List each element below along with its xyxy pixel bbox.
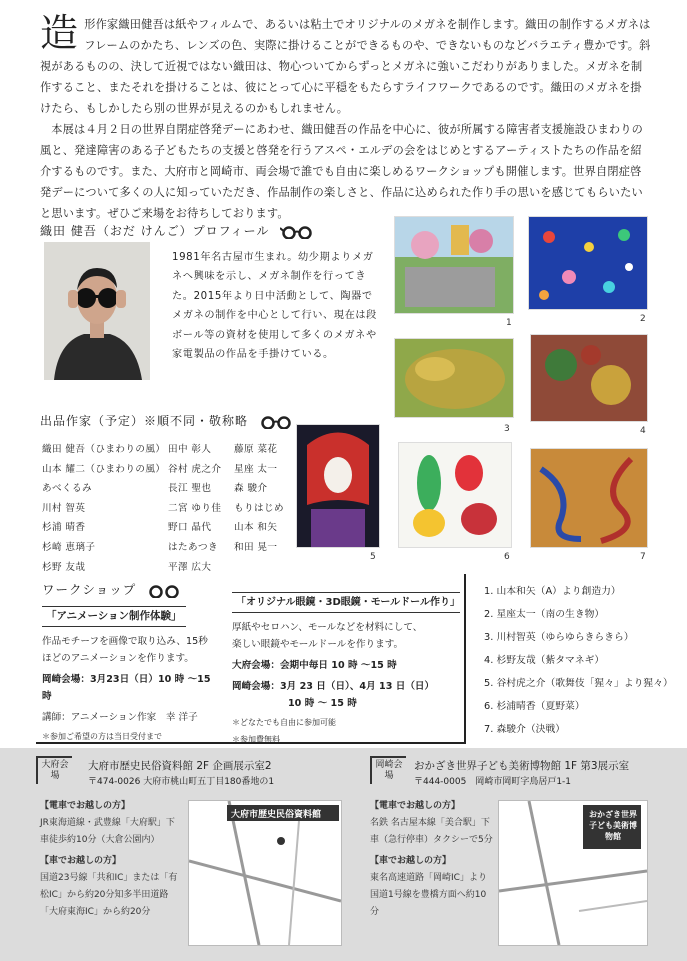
workshop-heading [42,580,181,598]
venue-obu-access [40,798,180,921]
venue-okazaki-car: 東名高速道路「岡崎IC」より国道1号線を豊橋方面へ約10分 [370,873,487,917]
venue-okazaki-address: 〒444-0005 岡崎市岡町字鳥居戸1-1 [414,777,572,787]
profile-heading-text: 織田 健吾（おだ けんご）プロフィール [40,224,270,238]
artwork-4 [530,334,648,422]
venue-obu-name: 大府市歴史民俗資料館 2F 企画展示室2 [88,760,272,772]
artist-name: あべくるみ [42,483,92,495]
workshop-a-lecturer: 講師：アニメーション作家 幸 洋子 [42,712,198,723]
artwork-2 [528,216,648,310]
venue-obu-tag: 大府会場 [36,756,72,784]
artist-list-col1 [42,440,165,577]
map-okazaki-label: おかざき世界子ども美術博物館 [589,810,637,841]
artist-name: 野口 晶代 [168,522,212,534]
workshop-b-desc2: 楽しい眼鏡やモールドールを作ります。 [232,639,404,650]
venue-okazaki-tag: 岡崎会場 [370,756,406,784]
artwork-number: 6 [504,552,510,562]
artwork-7 [530,448,648,548]
artwork-number: 1 [506,318,512,328]
venue-obu-car-heading: 【車でお越しの方】 [40,856,122,866]
works-list-item: 6. 杉浦晴香（夏野菜） [484,701,585,712]
workshop-b-title: 「オリジナル眼鏡・3D眼鏡・モールドール作り」 [232,592,460,613]
venue-okazaki-car-heading: 【車でお越しの方】 [370,856,452,866]
workshop-heading-text: ワークショップ [42,582,137,597]
glasses-icon [280,225,314,239]
artwork-number: 7 [640,552,646,562]
intro-text [40,11,652,224]
artwork-3 [394,338,514,418]
workshop-b-date2: 岡崎会場：3月 23 日（日）、4月 13 日（日） [232,681,435,692]
artwork-number: 3 [504,424,510,434]
artist-name: 織田 健吾（ひまわりの風） [42,444,166,455]
artist-name: 杉浦 晴香 [42,522,86,534]
artist-name: 杉崎 恵璃子 [42,541,96,553]
artists-heading [40,412,293,429]
works-list-item: 4. 杉野友哉（紫タマネギ） [484,655,605,666]
works-list-item: 3. 川村智英（ゆらゆらきらきら） [484,632,634,643]
workshop-b-desc1: 厚紙やセロハン、モールなどを材料にして、 [232,622,423,633]
artist-name: はたあつき [168,541,218,553]
workshop-b-note2: ＊参加費無料 [232,735,280,744]
artwork-5 [296,424,380,548]
venue-obu-train-heading: 【電車でお越しの方】 [40,801,131,811]
artist-name: 田中 彰人 [168,444,212,455]
workshop-a-desc1: 作品モチーフを画像で取り込み、15秒 [42,636,208,647]
venue-okazaki-train: 名鉄 名古屋本線「美合駅」下車（急行停車）タクシーで5分 [370,818,493,845]
intro-dropcap: 造 [40,11,79,55]
workshop-a-desc2: ほどのアニメーションを作ります。 [42,653,194,664]
artwork-1 [394,216,514,314]
artwork-6 [398,442,512,548]
venue-okazaki-access [370,798,494,921]
profile-bio: 1981年名古屋市生まれ。幼少期よりメガネへ興味を示し、メガネ制作を行ってきた。2015年より日中活動として、陶器でメガネの制作を中心として行い、現在は段ボール等の資材を使用して多くのメガネや家電製品の作品を手掛けている。 [172,252,377,361]
artwork-number: 5 [370,552,376,562]
map-obu [188,800,342,946]
artists-heading-text: 出品作家（予定）※順不同・敬称略 [40,414,249,428]
artist-name: 星座 太一 [234,463,278,475]
artist-name: 和田 晃一 [234,541,278,553]
artwork-number: 4 [640,426,646,436]
artist-list-col3 [234,440,284,558]
workshop-a-note1: ＊参加ご希望の方は当日受付まで [42,732,162,741]
artist-name: 谷村 虎之介 [168,463,222,475]
venue-obu-train: JR東海道線・武豊線「大府駅」下車徒歩約10分（大倉公園内） [40,818,175,845]
venue-obu-address: 〒474-0026 大府市桃山町五丁目180番地の1 [88,777,275,787]
artist-name: 藤原 菜花 [234,444,278,455]
workshop-animation [42,606,222,762]
artist-name: 森 駿介 [234,483,268,495]
artist-name: 平澤 広大 [168,561,212,573]
artist-name: もりはじめ [234,502,284,514]
map-obu-label: 大府市歴史民俗資料館 [231,810,322,820]
profile-heading [40,222,314,239]
intro-paragraph-2: 本展は４月２日の世界自閉症啓発デーにあわせ、織田健吾の作品を中心に、彼が所属する障害者支援施設ひまわりの風と、発達障害のある子どもたちの支援と啓発を行うアスペ・エルデの会をはじめとするアーティストたちの作品を紹介するものです。また、大府市と岡崎市、両会場で誰でも自由に楽しめるワークショップも開催します。世界自閉症啓発デーについて多くの人に知っていただき、作品制作の楽しさと、作品に込められた作り手の思いを感じてもらいたいと思います。ぜひご来場をお待ちしております。 [40,123,644,220]
works-list-item: 2. 星座太一（南の生き物） [484,609,605,620]
workshop-glasses [232,592,460,748]
artist-name: 二宮 ゆり佳 [168,502,222,514]
artist-name: 杉野 友哉 [42,561,86,573]
workshop-b-date1: 大府会場：会期中毎日 10 時 ～15 時 [232,660,397,671]
artist-name: 長江 聖也 [168,483,212,495]
artist-photo [44,242,150,380]
workshop-a-title: 「アニメーション制作体験」 [42,606,186,627]
artist-name: 川村 智英 [42,502,86,514]
works-list-item: 7. 森駿介（決戦） [484,724,566,735]
venue-okazaki-name: おかざき世界子ども美術博物館 1F 第3展示室 [414,760,630,772]
venue-obu-car: 国道23号線「共和IC」または「有松IC」から約20分知多半田道路「大府東海IC」から約20分 [40,873,178,917]
artist-name: 山本 耀二（ひまわりの風） [42,463,166,475]
artist-name: 山本 和矢 [234,522,278,534]
workshop-a-date: 岡崎会場：3月23日（日）10 時 ～15 時 [42,674,211,702]
works-list-item: 1. 山本和矢（A）より創造力） [484,586,621,597]
glasses-icon [259,415,293,429]
artist-list-col2 [168,440,221,577]
workshop-b-note1: ＊どなたでも自由に参加可能 [232,718,336,727]
map-okazaki [498,800,648,946]
works-list-item: 5. 谷村虎之介（歌舞伎「猩々」より猩々） [484,678,673,689]
artwork-number: 2 [640,314,646,324]
intro-paragraph-1: 形作家織田健吾は紙やフィルムで、あるいは粘土でオリジナルのメガネを制作します。織田の制作するメガネはフレームのかたち、レンズの色、実際に掛けることができるものや、できないものなどバラエティ豊かです。斜視があるものの、決して近視ではない織田は、物心ついてからずっとメガネに強いこだわりがありました。メガネを制作すること、またそれを掛けることは、彼にとって心に平穏をもたらすライフワークであるのです。織田のメガネを掛けたら、もしかしたら別の世界が見えるのかもしれません。 [40,18,651,115]
workshop-b-date3: 10 時 ～ 15 時 [288,698,357,709]
works-list [484,580,673,741]
venue-okazaki-train-heading: 【電車でお越しの方】 [370,801,461,811]
glasses-icon [147,584,181,598]
